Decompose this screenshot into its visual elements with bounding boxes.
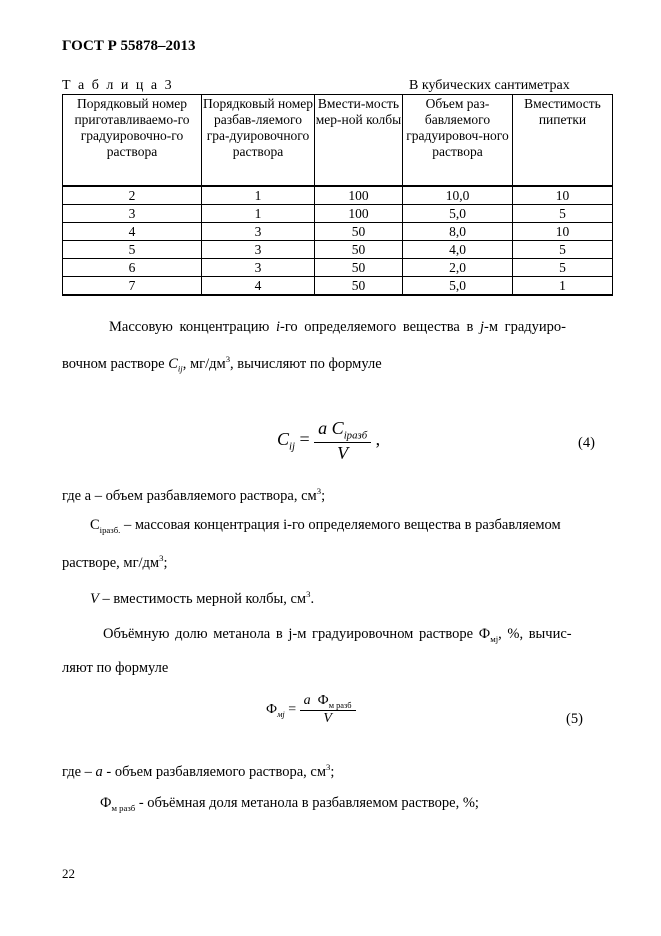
where-a-line-2: где – a - объем разбавляемого раствора, $см^3$; xyxy=(62,762,335,780)
table-cell: 4 xyxy=(202,277,315,296)
table-cell: 2 xyxy=(63,186,202,205)
paragraph-volume-fraction-cont: ляют по формуле xyxy=(62,660,169,676)
table-row xyxy=(63,259,613,277)
table-cell: 100 xyxy=(315,205,403,223)
paragraph-mass-concentration: Массовую концентрацию i-го определяемого вещества в j-м градуиро- xyxy=(109,319,566,335)
table-cell: 5 xyxy=(513,241,613,259)
table-cell: 50 xyxy=(315,277,403,296)
table-row xyxy=(63,205,613,223)
table-cell: 50 xyxy=(315,259,403,277)
column-header: Вместимость пипетки xyxy=(513,95,613,187)
table-cell: 4 xyxy=(63,223,202,241)
paragraph-volume-fraction: Объёмную долю метанола в j-м градуировочном растворе $Ф_{мj}$, %, вычис- xyxy=(103,626,572,644)
table-cell: 10,0 xyxy=(403,186,513,205)
where-c-line: $С_{iразб.}$ – массовая концентрация i-го определяемого вещества в разбавляемом xyxy=(90,517,561,535)
table-row xyxy=(63,186,613,205)
table-cell: 1 xyxy=(202,205,315,223)
table-cell: 5 xyxy=(513,259,613,277)
column-header: Порядковый номер разбав-ляемого гра-дуировочного раствора xyxy=(202,95,315,187)
table-cell: 5 xyxy=(513,205,613,223)
table-cell: 2,0 xyxy=(403,259,513,277)
formula-4: $C_{ij}$ = $\frac{a C_{iразб}}{V}$ , xyxy=(277,418,381,463)
table-cell: 50 xyxy=(315,241,403,259)
where-v-line: V – вместимость мерной колбы, $см^3$. xyxy=(90,589,315,607)
table-cell: 10 xyxy=(513,186,613,205)
table-row xyxy=(63,241,613,259)
table-units: В кубических сантиметрах xyxy=(409,78,570,93)
table-cell: 3 xyxy=(202,241,315,259)
formula-4-fraction: $\frac{a C_{iразб}}{V}$ xyxy=(314,418,371,464)
column-header: Вмести-мость мер-ной колбы xyxy=(315,95,403,187)
page-number: 22 xyxy=(62,866,75,881)
table-cell: 50 xyxy=(315,223,403,241)
table-row xyxy=(63,277,613,296)
column-header: Объем раз-бавляемого градуировоч-ного раствора xyxy=(403,95,513,187)
table-cell: 5,0 xyxy=(403,277,513,296)
document-header: ГОСТ Р 55878–2013 xyxy=(62,38,196,54)
paragraph-mass-concentration-cont: вочном растворе $C_{ij}$, $мг/дм^3$, вычисляют по формуле xyxy=(62,354,382,374)
table-cell: 6 xyxy=(63,259,202,277)
where-c-line-cont: растворе, $мг/дм^3$; xyxy=(62,553,168,571)
table-cell: 5,0 xyxy=(403,205,513,223)
table-cell: 10 xyxy=(513,223,613,241)
table-cell: 3 xyxy=(202,259,315,277)
formula-4-number: (4) xyxy=(578,435,595,451)
table-cell: 3 xyxy=(63,205,202,223)
where-f-line: $Ф_{м разб}$ - объёмная доля метанола в разбавляемом растворе, %; xyxy=(100,795,479,813)
table-cell: 100 xyxy=(315,186,403,205)
table-row xyxy=(63,223,613,241)
data-table xyxy=(62,94,613,296)
table-cell: 4,0 xyxy=(403,241,513,259)
table-caption: Т а б л и ц а 3 xyxy=(62,78,174,93)
table-cell: 3 xyxy=(202,223,315,241)
table-cell: 7 xyxy=(63,277,202,296)
table-header-row xyxy=(63,95,613,187)
table-cell: 1 xyxy=(202,186,315,205)
column-header: Порядковый номер приготавливаемо-го градуировочно-го раствора xyxy=(63,95,202,187)
table-cell: 5 xyxy=(63,241,202,259)
table-cell: 1 xyxy=(513,277,613,296)
where-a-line: где а – объем разбавляемого раствора, $см^3$; xyxy=(62,486,326,504)
table-cell: 8,0 xyxy=(403,223,513,241)
formula-5-fraction: $\frac{a Ф_{м разб}}{V}$ xyxy=(300,693,356,727)
formula-5: $Ф_{мj}$ = $\frac{a Ф_{м разб}}{V}$ xyxy=(266,693,356,727)
formula-5-number: (5) xyxy=(566,711,583,727)
